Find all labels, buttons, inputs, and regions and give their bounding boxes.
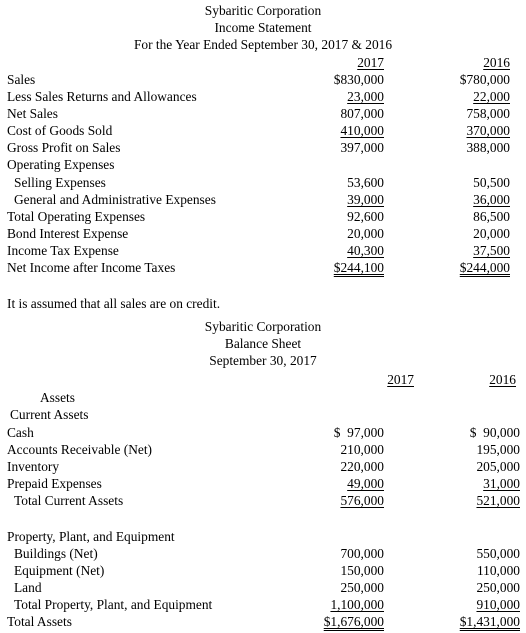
value-2017: 250,000	[340, 580, 384, 595]
value-2017: $ 97,000	[333, 425, 384, 440]
row-label: Gross Profit on Sales	[7, 140, 121, 155]
balance-row-cash	[0, 424, 526, 442]
balance-company-name: Sybaritic Corporation	[204, 319, 322, 334]
value-2016: 20,000	[473, 226, 510, 241]
value-2017: 40,300	[347, 243, 384, 258]
income-row-cogs	[0, 122, 526, 140]
value-2017: 1,100,000	[330, 597, 384, 612]
income-row-operating-expenses	[0, 156, 526, 174]
row-label: Total Property, Plant, and Equipment	[14, 597, 213, 612]
income-row-income-tax	[0, 242, 526, 260]
income-row-selling	[0, 174, 526, 192]
income-row-net-sales	[0, 105, 526, 123]
value-2017: 210,000	[340, 442, 384, 457]
balance-row-equipment	[0, 562, 526, 580]
value-2016: 22,000	[473, 89, 510, 104]
value-2017: $1,676,000	[323, 614, 384, 629]
value-2017: $244,100	[333, 260, 384, 275]
balance-sheet-title: Balance Sheet	[224, 336, 302, 351]
income-row-gross-profit	[0, 139, 526, 157]
balance-row-inventory	[0, 458, 526, 476]
value-2017: 410,000	[340, 123, 384, 138]
value-2017: 20,000	[347, 226, 384, 241]
value-2017: 807,000	[340, 106, 384, 121]
row-label: Equipment (Net)	[14, 563, 105, 578]
income-company-name: Sybaritic Corporation	[204, 3, 322, 18]
balance-year-2016: 2016	[489, 372, 516, 387]
row-label: General and Administrative Expenses	[14, 192, 216, 207]
row-label: Total Assets	[7, 614, 72, 629]
balance-row-ppe-heading	[0, 528, 526, 546]
value-2017: 700,000	[340, 546, 384, 561]
value-2016: 370,000	[466, 123, 510, 138]
row-label: Selling Expenses	[14, 175, 106, 190]
value-2016: 110,000	[476, 563, 520, 578]
row-label: Net Sales	[7, 106, 58, 121]
row-label: Income Tax Expense	[7, 243, 119, 258]
value-2017: 53,600	[347, 175, 384, 190]
income-row-net-income	[0, 259, 526, 277]
row-label: Assets	[40, 390, 75, 405]
balance-row-total-assets	[0, 613, 526, 631]
value-2017: 23,000	[347, 89, 384, 104]
value-2016: 36,000	[473, 192, 510, 207]
balance-row-total-current-assets	[0, 492, 526, 510]
row-label: Current Assets	[10, 407, 89, 422]
value-2017: 39,000	[347, 192, 384, 207]
income-row-total-operating	[0, 208, 526, 226]
income-row-returns	[0, 88, 526, 106]
value-2016: $780,000	[459, 72, 510, 87]
value-2016: 31,000	[483, 476, 520, 491]
balance-row-current-assets-heading	[0, 406, 526, 424]
value-2017: 92,600	[347, 209, 384, 224]
value-2017: 220,000	[340, 459, 384, 474]
value-2016: 86,500	[473, 209, 510, 224]
row-label: Cost of Goods Sold	[7, 123, 113, 138]
value-2016: $244,000	[459, 260, 510, 275]
balance-row-accounts-receivable	[0, 441, 526, 459]
row-label: Sales	[7, 72, 36, 87]
balance-row-total-ppe	[0, 596, 526, 614]
value-2017: 576,000	[340, 493, 384, 508]
value-2017: 49,000	[347, 476, 384, 491]
income-year-2017: 2017	[357, 55, 384, 70]
income-statement-period: For the Year Ended September 30, 2017 & 2016	[133, 37, 393, 52]
value-2016: 195,000	[476, 442, 520, 457]
value-2016: 50,500	[473, 175, 510, 190]
value-2016: 205,000	[476, 459, 520, 474]
row-label: Inventory	[7, 459, 60, 474]
credit-sales-note: It is assumed that all sales are on credit.	[7, 296, 221, 311]
balance-row-assets-heading	[0, 389, 526, 407]
value-2016: 550,000	[476, 546, 520, 561]
value-2016: 388,000	[466, 140, 510, 155]
balance-row-buildings	[0, 545, 526, 563]
balance-sheet-date: September 30, 2017	[209, 353, 317, 368]
row-label: Operating Expenses	[7, 157, 115, 172]
value-2017: 397,000	[340, 140, 384, 155]
row-label: Net Income after Income Taxes	[7, 260, 176, 275]
value-2016: 37,500	[473, 243, 510, 258]
value-2016: 521,000	[476, 493, 520, 508]
row-label: Cash	[7, 425, 34, 440]
row-label: Less Sales Returns and Allowances	[7, 89, 197, 104]
value-2017: $830,000	[333, 72, 384, 87]
income-statement-title: Income Statement	[214, 20, 312, 35]
value-2016: 250,000	[476, 580, 520, 595]
income-row-general-admin	[0, 191, 526, 209]
row-label: Total Current Assets	[14, 493, 124, 508]
income-row-sales	[0, 71, 526, 89]
balance-year-2017: 2017	[387, 372, 414, 387]
row-label: Bond Interest Expense	[7, 226, 129, 241]
row-label: Land	[14, 580, 42, 595]
value-2016: $ 90,000	[469, 425, 520, 440]
row-label: Total Operating Expenses	[7, 209, 146, 224]
value-2016: 910,000	[476, 597, 520, 612]
value-2016: 758,000	[466, 106, 510, 121]
row-label: Buildings (Net)	[14, 546, 98, 561]
balance-row-land	[0, 579, 526, 597]
balance-row-prepaid	[0, 475, 526, 493]
value-2017: 150,000	[340, 563, 384, 578]
row-label: Prepaid Expenses	[7, 476, 102, 491]
income-row-bond-interest	[0, 225, 526, 243]
row-label: Accounts Receivable (Net)	[7, 442, 153, 457]
row-label: Property, Plant, and Equipment	[7, 529, 175, 544]
value-2016: $1,431,000	[459, 614, 520, 629]
income-year-2016: 2016	[483, 55, 510, 70]
